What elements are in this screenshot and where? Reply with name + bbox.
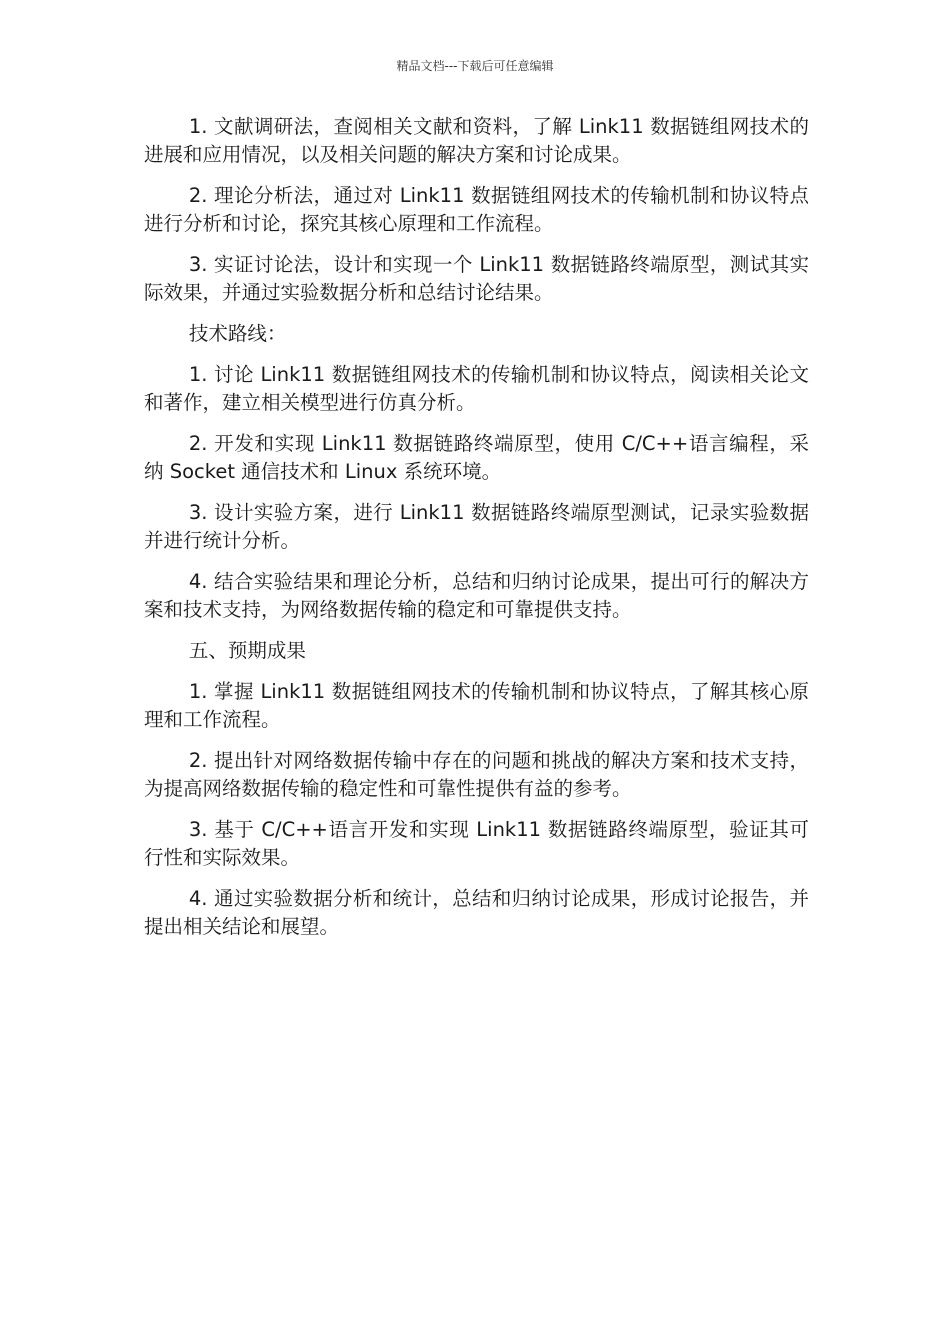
tech-route-heading: 技术路线： [188, 322, 287, 345]
route-item-2: 2. 开发和实现 Link11 数据链路终端原型，使用 C/C++语言编程，采纳 Socket 通信技术和 Linux 系统环境。 [144, 432, 809, 483]
result-item-1: 1. 掌握 Link11 数据链组网技术的传输机制和协议特点，了解其核心原理和工作流程。 [144, 680, 809, 731]
result-item-4: 4. 通过实验数据分析和统计，总结和归纳讨论成果，形成讨论报告，并提出相关结论和展望。 [144, 887, 809, 938]
document-body [144, 113, 809, 954]
page-header: 精品文档---下载后可任意编辑 [396, 59, 554, 73]
method-item-2: 2. 理论分析法，通过对 Link11 数据链组网技术的传输机制和协议特点进行分析和讨论，探究其核心原理和工作流程。 [144, 184, 809, 235]
result-item-3: 3. 基于 C/C++语言开发和实现 Link11 数据链路终端原型，验证其可行性和实际效果。 [144, 818, 809, 869]
method-item-1: 1. 文献调研法，查阅相关文献和资料，了解 Link11 数据链组网技术的进展和应用情况，以及相关问题的解决方案和讨论成果。 [144, 115, 809, 166]
expected-results-heading: 五、预期成果 [188, 639, 306, 662]
route-item-3: 3. 设计实验方案，进行 Link11 数据链路终端原型测试，记录实验数据并进行统计分析。 [144, 501, 809, 552]
result-item-2: 2. 提出针对网络数据传输中存在的问题和挑战的解决方案和技术支持，为提高网络数据传输的稳定性和可靠性提供有益的参考。 [144, 749, 809, 800]
route-item-4: 4. 结合实验结果和理论分析，总结和归纳讨论成果，提出可行的解决方案和技术支持，为网络数据传输的稳定和可靠提供支持。 [144, 570, 809, 621]
route-item-1: 1. 讨论 Link11 数据链组网技术的传输机制和协议特点，阅读相关论文和著作，建立相关模型进行仿真分析。 [144, 363, 809, 414]
method-item-3: 3. 实证讨论法，设计和实现一个 Link11 数据链路终端原型，测试其实际效果，并通过实验数据分析和总结讨论结果。 [144, 253, 809, 304]
